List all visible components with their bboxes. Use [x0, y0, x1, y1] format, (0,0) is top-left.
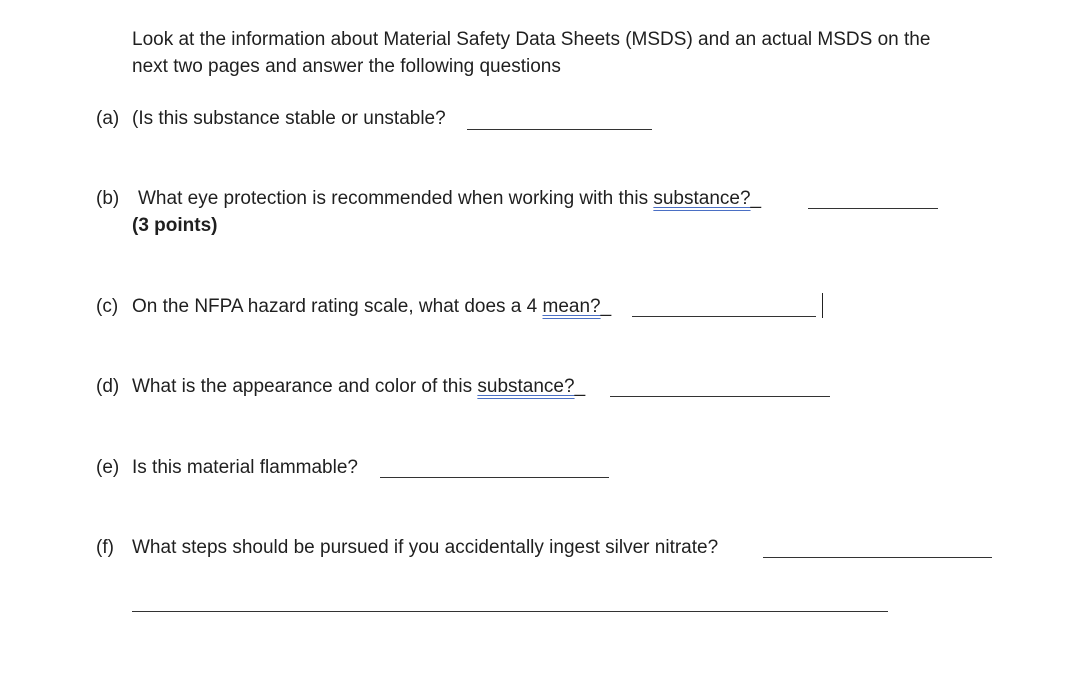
- question-a-text: (Is this substance stable or unstable?: [132, 108, 446, 129]
- question-d-tail: _: [574, 376, 586, 397]
- question-c-label: (c): [96, 296, 119, 317]
- text-cursor: [822, 293, 823, 318]
- question-b-points: (3 points): [132, 215, 218, 236]
- question-c-text: [132, 296, 611, 318]
- question-c-tail: _: [600, 296, 612, 317]
- question-c-underlined-word: mean?: [542, 296, 601, 317]
- question-b-tail: _: [750, 188, 762, 209]
- question-f-text: What steps should be pursued if you accidentally ingest silver nitrate?: [132, 537, 719, 558]
- question-c-main: On the NFPA hazard rating scale, what does a 4: [132, 296, 538, 317]
- question-a-label: (a): [96, 108, 120, 129]
- answer-e-line[interactable]: [380, 477, 609, 478]
- answer-f-line[interactable]: [763, 557, 992, 558]
- question-b-underlined-word: substance?: [653, 188, 751, 209]
- instructions-line-2: next two pages and answer the following questions: [132, 56, 561, 77]
- answer-f-line-2[interactable]: [132, 611, 888, 612]
- question-d-text: [132, 376, 585, 398]
- answer-b-line[interactable]: [808, 208, 938, 209]
- question-b-label: (b): [96, 188, 120, 209]
- question-e-label: (e): [96, 457, 120, 478]
- question-b-main: What eye protection is recommended when working with this: [138, 188, 649, 209]
- instructions-line-1: Look at the information about Material Safety Data Sheets (MSDS) and an actual MSDS on the: [132, 29, 931, 50]
- question-d-label: (d): [96, 376, 120, 397]
- question-e-text: Is this material flammable?: [132, 457, 358, 478]
- instructions: [132, 26, 930, 80]
- answer-c-line[interactable]: [632, 316, 816, 317]
- question-d-main: What is the appearance and color of this: [132, 376, 473, 397]
- question-f-label: (f): [96, 537, 114, 558]
- question-d-underlined-word: substance?: [477, 376, 575, 397]
- question-b-text: [138, 188, 761, 210]
- answer-d-line[interactable]: [610, 396, 830, 397]
- answer-a-line[interactable]: [467, 129, 652, 130]
